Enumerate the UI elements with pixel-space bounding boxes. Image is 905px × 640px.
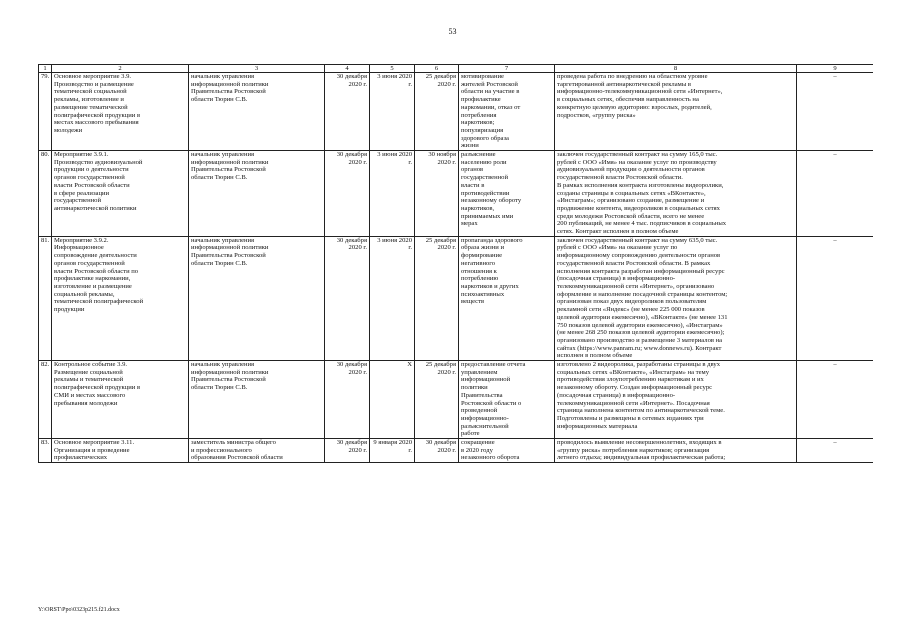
actual-result-line: В рамках исполнения контракта изготовлены видеоролики, (557, 181, 724, 189)
result-line: населению роли (461, 158, 507, 166)
event-line: Основное мероприятие 3.9. (54, 73, 132, 80)
actual-result-line: «группу риска» потребления наркотиков; организация (557, 446, 710, 454)
actual-result-line: информационному сопровождению деятельности органов (557, 252, 721, 260)
responsible-line: Правительства Ростовской (191, 88, 266, 96)
table-row (39, 236, 874, 360)
result-line: противодействии (461, 189, 510, 197)
result-line: образа жизни и (461, 244, 504, 252)
event-line: пребывания молодежи (54, 399, 118, 407)
actual-result-line: изготовлено 2 видеоролика, разработаны страницы в двух (557, 361, 720, 369)
actual-result-line: «Инстаграм»; организовано создание, размещение и (557, 197, 705, 205)
event-line: Контрольное событие 3.9. (54, 361, 128, 369)
event-line: рекламы, изготовление и (54, 96, 124, 104)
row-number: 82. (39, 361, 52, 439)
actual-result-line: рекламной сети «Яндекс» (не менее 225 000 показов (557, 306, 705, 314)
event-line: полиграфической продукции в (54, 111, 141, 119)
responsible-line: начальник управления (191, 236, 255, 244)
result-line: отношения к (461, 267, 497, 275)
actual-result-line: аудиовизуальной продукции о деятельности органов (557, 166, 705, 174)
event-name-cell (52, 361, 189, 439)
result-line: профилактике (461, 96, 501, 104)
actual-result-line: продвижение контента, видеороликов в социальных сетях (557, 204, 720, 212)
actual-result-line: рублей с ООО «Имя» на оказание услуг по (557, 244, 678, 252)
event-line: изготовление и размещение (54, 282, 132, 290)
result-line: сокращение (461, 439, 495, 447)
event-name-cell (52, 236, 189, 360)
row-number: 80. (39, 151, 52, 237)
column-header-row (39, 65, 874, 73)
end-date-cell: 30 декабря 2020 г. (415, 439, 459, 463)
column-header: 2 (52, 65, 189, 73)
column-header: 6 (415, 65, 459, 73)
result-line: незаконному обороту (461, 197, 522, 205)
responsible-line: области Тюрин С.В. (191, 259, 248, 267)
result-line: работе (461, 430, 480, 438)
actual-result-line: (посадочная страница) в информационно- (557, 275, 676, 283)
actual-result-line: социальных сетях «ВКонтакте», «Инстаграм» на тему (557, 368, 710, 376)
result-line: веществ (461, 298, 485, 306)
plan-date-cell: 30 декабря 2020 г. (325, 236, 370, 360)
responsible-line: информационной политики (191, 368, 269, 376)
actual-result-line: оформление и наполнение посадочной страницы контентом; (557, 290, 728, 298)
actual-result-cell (555, 151, 797, 237)
actual-result-line: государственной власти Ростовской области. (557, 174, 683, 182)
result-line: потреблению (461, 275, 499, 283)
actual-result-cell (555, 236, 797, 360)
event-line: Мероприятие 3.9.1. (54, 151, 109, 159)
actual-result-line: страница наполнена контентом по антинаркотической теме. (557, 407, 725, 415)
event-line: СМИ и местах массового (54, 391, 126, 399)
table-row (39, 151, 874, 237)
result-line: Ростовской области о (461, 399, 522, 407)
expected-result-cell (459, 236, 555, 360)
event-line: Информационное (54, 244, 104, 252)
result-line: негативного (461, 259, 496, 267)
actual-result-line: заключен государственный контракт на сумму 635,0 тыс. (557, 236, 718, 244)
column-header: 5 (370, 65, 415, 73)
event-line: полиграфической продукции в (54, 384, 141, 392)
event-line: органов государственной (54, 174, 125, 182)
actual-result-line: подростков, «группу риска» (557, 111, 636, 119)
event-line: Производство аудиовизуальной (54, 158, 143, 166)
responsible-line: заместитель министра общего (191, 439, 276, 447)
event-line: Основное мероприятие 3.11. (54, 439, 135, 447)
actual-result-cell (555, 73, 797, 151)
actual-result-line: конкретную целевую аудиторию: взрослых, родителей, (557, 103, 712, 111)
actual-result-line: (не менее 268 250 показов целевой аудитории ежемесячно); (557, 329, 725, 337)
plan-date-cell: 30 декабря 2020 г. (325, 439, 370, 463)
actual-result-line: 200 публикаций, не менее 4 тыс. подписчиков в социальных (557, 220, 727, 228)
result-line: управлением (461, 368, 498, 376)
page-number: 53 (448, 27, 457, 36)
actual-result-line: информационных материала (557, 422, 638, 430)
event-line: власти Ростовской области по (54, 267, 139, 275)
result-line: органов (461, 166, 484, 174)
actual-result-cell (555, 361, 797, 439)
result-line: информационной (461, 376, 511, 384)
report-table-container (38, 64, 873, 604)
actual-result-line: организован показ двух видеороликов пользователям (557, 298, 707, 306)
responsible-cell (189, 73, 325, 151)
actual-result-line: в социальных сетях, обеспечив направленность на (557, 96, 699, 104)
start-date-cell: 3 июня 2020 г. (370, 236, 415, 360)
responsible-line: области Тюрин С.В. (191, 384, 248, 392)
result-line: незаконного оборота (461, 454, 520, 462)
result-line: разъяснительной (461, 422, 509, 430)
actual-result-line: созданы страницы в социальных сетях «ВКонтакте», (557, 189, 706, 197)
result-line: наркотиков, (461, 204, 495, 212)
result-line: жизни (461, 142, 479, 150)
result-line: мерах (461, 220, 478, 228)
event-line: продукции о деятельности (54, 166, 129, 174)
responsible-line: Правительства Ростовской (191, 166, 266, 174)
row-number: 79. (39, 73, 52, 151)
responsible-line: начальник управления (191, 73, 255, 80)
result-line: в 2020 году (461, 446, 493, 454)
actual-result-line: рублей с ООО «Имя» на оказание услуг по производству (557, 158, 717, 166)
actual-result-line: организовано производство и размещение 3 материалов на (557, 336, 723, 344)
event-line: социальной рекламы, (54, 290, 115, 298)
responsible-cell (189, 151, 325, 237)
actual-result-line: (посадочная страница) в информационно- (557, 391, 676, 399)
table-body (39, 65, 874, 463)
result-line: психоактивных (461, 290, 505, 298)
result-line: предоставление отчета (461, 361, 526, 369)
result-line: политики (461, 384, 488, 392)
actual-result-line: заключен государственный контракт на сумму 165,0 тыс. (557, 151, 718, 159)
event-line: тематической полиграфической (54, 298, 144, 306)
responsible-cell (189, 236, 325, 360)
actual-result-line: Подготовлены и размещены в сетевых изданиях три (557, 414, 704, 422)
responsible-line: и профессионального (191, 446, 252, 454)
column-header: 8 (555, 65, 797, 73)
responsible-line: Правительства Ростовской (191, 376, 266, 384)
actual-result-line: исполнен в полном объеме (557, 352, 633, 360)
responsible-line: области Тюрин С.В. (191, 174, 248, 182)
result-line: пропаганда здорового (461, 236, 523, 244)
event-line: молодежи (54, 126, 83, 134)
result-line: принимаемых ими (461, 212, 514, 220)
event-name-cell (52, 151, 189, 237)
result-line: области на участие в (461, 88, 520, 96)
event-line: Мероприятие 3.9.2. (54, 236, 109, 244)
actual-result-line: исполнения контракта разработан информационный ресурс (557, 267, 725, 275)
start-date-cell: Х (370, 361, 415, 439)
responsible-line: информационной политики (191, 158, 269, 166)
actual-result-line: телекоммуникационной сети «Интернет». Посадочная (557, 399, 710, 407)
note-cell: – (797, 73, 874, 151)
start-date-cell: 3 июня 2020 г. (370, 73, 415, 151)
event-line: тематической социальной (54, 88, 127, 96)
column-header: 1 (39, 65, 52, 73)
start-date-cell: 9 января 2020 г. (370, 439, 415, 463)
event-line: рекламы и тематической (54, 376, 124, 384)
result-line: Правительства (461, 391, 503, 399)
result-line: популяризация (461, 126, 504, 134)
event-line: продукции (54, 306, 85, 314)
actual-result-line: сетях. Контракт исполнен в полном объеме (557, 228, 679, 236)
note-cell: – (797, 151, 874, 237)
event-line: профилактических (54, 454, 108, 462)
event-line: антинаркотической политики (54, 204, 137, 212)
actual-result-line: сайтах (https://www.panram.ru; www.donnews.ru). Контракт (557, 344, 722, 352)
actual-result-line: телекоммуникационной сети «Интернет», организовано (557, 282, 715, 290)
plan-date-cell: 30 декабря 2020 г. (325, 361, 370, 439)
actual-result-cell (555, 439, 797, 463)
actual-result-line: информационно-телекоммуникационной сети «Интернет», (557, 88, 723, 96)
end-date-cell: 25 декабря 2020 г. (415, 73, 459, 151)
row-number: 83. (39, 439, 52, 463)
result-line: власти в (461, 181, 485, 189)
expected-result-cell (459, 439, 555, 463)
result-line: потребления (461, 111, 497, 119)
result-line: жителей Ростовской (461, 80, 518, 88)
column-header: 7 (459, 65, 555, 73)
responsible-line: начальник управления (191, 361, 255, 369)
actual-result-line: таргетированной антинаркотической рекламы в (557, 80, 692, 88)
result-line: формирование (461, 252, 502, 260)
event-line: Производство и размещение (54, 80, 134, 88)
report-table (38, 64, 873, 463)
event-line: власти Ростовской области (54, 181, 130, 189)
table-row (39, 439, 874, 463)
column-header: 3 (189, 65, 325, 73)
event-name-cell (52, 73, 189, 151)
end-date-cell: 25 декабря 2020 г. (415, 236, 459, 360)
actual-result-line: незаконному обороту. Создан информационный ресурс (557, 384, 713, 392)
row-number: 81. (39, 236, 52, 360)
end-date-cell: 30 ноября 2020 г. (415, 151, 459, 237)
responsible-line: информационной политики (191, 80, 269, 88)
responsible-line: информационной политики (191, 244, 269, 252)
expected-result-cell (459, 151, 555, 237)
result-line: наркотиков и других (461, 282, 519, 290)
result-line: наркотиков; (461, 119, 495, 127)
result-line: мотивирование (461, 73, 504, 80)
event-line: Размещение социальной (54, 368, 123, 376)
responsible-line: области Тюрин С.В. (191, 96, 248, 104)
actual-result-line: целевой аудитории ежемесячно), «ВКонтакте» (не менее 131 (557, 313, 728, 321)
result-line: проведенной (461, 407, 498, 415)
note-cell: – (797, 439, 874, 463)
table-row (39, 361, 874, 439)
actual-result-line: проведена работа по внедрению на областном уровне (557, 73, 708, 80)
responsible-line: Правительства Ростовской (191, 252, 266, 260)
responsible-line: начальник управления (191, 151, 255, 159)
note-cell: – (797, 236, 874, 360)
result-line: разъяснение (461, 151, 496, 159)
plan-date-cell: 30 декабря 2020 г. (325, 151, 370, 237)
start-date-cell: 3 июня 2020 г. (370, 151, 415, 237)
table-row (39, 73, 874, 151)
note-cell: – (797, 361, 874, 439)
expected-result-cell (459, 73, 555, 151)
event-line: местах массового пребывания (54, 119, 139, 127)
event-line: органов государственной (54, 259, 125, 267)
column-header: 9 (797, 65, 874, 73)
responsible-line: образования Ростовской области (191, 454, 283, 462)
actual-result-line: государственной власти Ростовской области. В рамках (557, 259, 711, 267)
event-line: в сфере реализации (54, 189, 110, 197)
responsible-cell (189, 361, 325, 439)
result-line: здорового образа (461, 134, 509, 142)
result-line: государственной (461, 174, 508, 182)
result-line: информационно- (461, 414, 509, 422)
responsible-cell (189, 439, 325, 463)
actual-result-line: проводилось выявление несовершеннолетних, входящих в (557, 439, 722, 447)
event-name-cell (52, 439, 189, 463)
actual-result-line: среди молодежи Ростовской области, всего не менее (557, 212, 705, 220)
expected-result-cell (459, 361, 555, 439)
event-line: сопровождение деятельности (54, 252, 137, 260)
event-line: размещение тематической (54, 103, 128, 111)
actual-result-line: летнего отдыха; индивидуальная профилактическая работа; (557, 454, 726, 462)
actual-result-line: противодействия злоупотреблению наркотикам и их (557, 376, 704, 384)
file-path-footer: Y:\ORST\Ppo\0323p215.f21.docx (38, 607, 120, 613)
actual-result-line: 750 показов целевой аудитории ежемесячно), «Инстаграм» (557, 321, 723, 329)
column-header: 4 (325, 65, 370, 73)
result-line: наркомании, отказ от (461, 103, 521, 111)
event-line: Организация и проведение (54, 446, 130, 454)
event-line: государственной (54, 197, 101, 205)
event-line: профилактике наркомании, (54, 275, 131, 283)
end-date-cell: 25 декабря 2020 г. (415, 361, 459, 439)
plan-date-cell: 30 декабря 2020 г. (325, 73, 370, 151)
